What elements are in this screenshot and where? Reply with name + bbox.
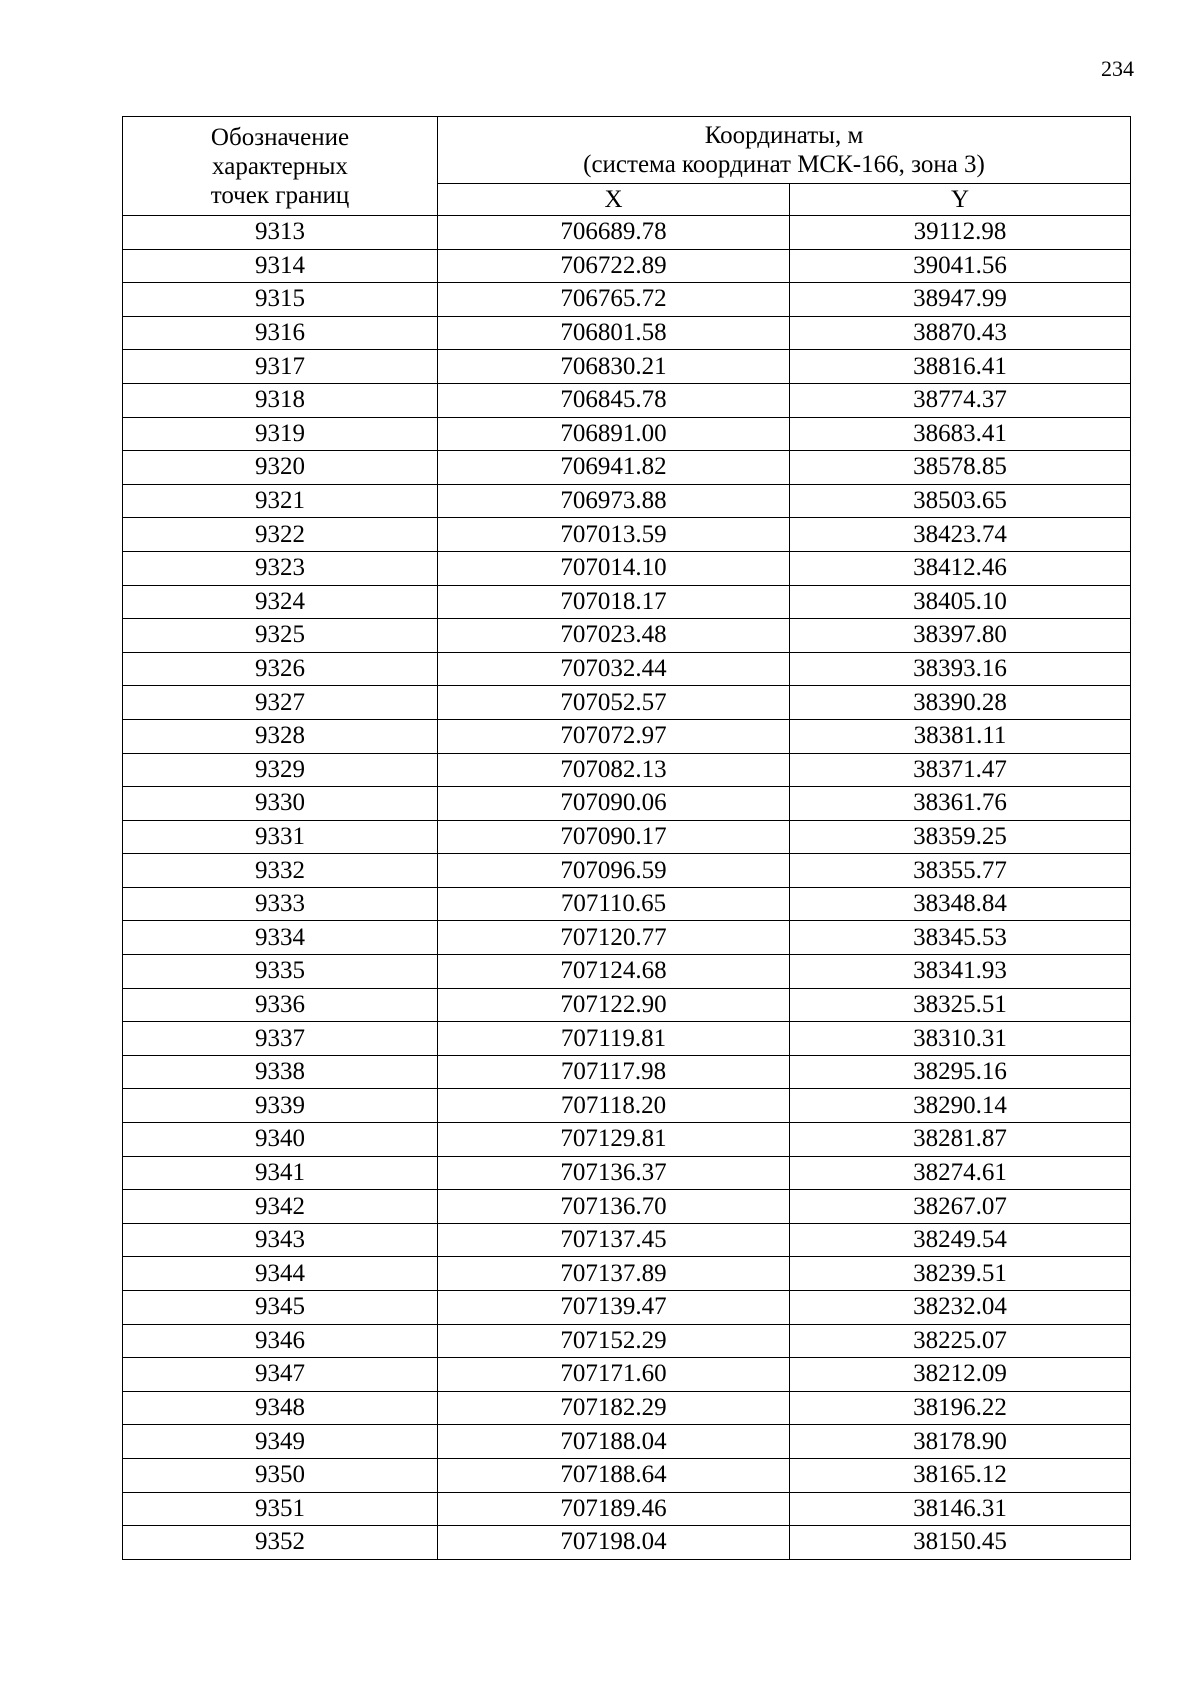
x-coordinate-cell: 707171.60 — [438, 1358, 790, 1392]
point-label-line: характерных — [212, 152, 348, 180]
x-coordinate-cell: 707152.29 — [438, 1324, 790, 1358]
table-row — [123, 316, 1131, 350]
point-id-cell: 9339 — [123, 1089, 438, 1123]
y-coordinate-cell: 38212.09 — [790, 1358, 1131, 1392]
x-coordinate-cell: 707120.77 — [438, 921, 790, 955]
table-row — [123, 719, 1131, 753]
y-coordinate-cell: 38345.53 — [790, 921, 1131, 955]
y-coordinate-cell: 39041.56 — [790, 249, 1131, 283]
x-coordinate-cell: 707052.57 — [438, 686, 790, 720]
point-id-cell: 9317 — [123, 350, 438, 384]
table-row — [123, 1391, 1131, 1425]
point-id-cell: 9329 — [123, 753, 438, 787]
table-row — [123, 1425, 1131, 1459]
x-coordinate-cell: 706891.00 — [438, 417, 790, 451]
y-coordinate-cell: 38267.07 — [790, 1190, 1131, 1224]
table-row — [123, 551, 1131, 585]
table-row — [123, 619, 1131, 653]
y-coordinate-cell: 38150.45 — [790, 1526, 1131, 1560]
point-id-cell: 9334 — [123, 921, 438, 955]
point-id-cell: 9343 — [123, 1223, 438, 1257]
table-row — [123, 249, 1131, 283]
point-id-cell: 9336 — [123, 988, 438, 1022]
x-coordinate-cell: 707090.06 — [438, 787, 790, 821]
y-coordinate-cell: 38281.87 — [790, 1123, 1131, 1157]
table-row — [123, 1257, 1131, 1291]
table-row — [123, 820, 1131, 854]
table-row — [123, 1291, 1131, 1325]
point-id-cell: 9326 — [123, 652, 438, 686]
coords-system: (система координат МСК-166, зона 3) — [583, 151, 985, 178]
x-coordinate-cell: 707082.13 — [438, 753, 790, 787]
x-coordinate-cell: 707136.37 — [438, 1156, 790, 1190]
y-coordinate-cell: 38393.16 — [790, 652, 1131, 686]
point-id-cell: 9345 — [123, 1291, 438, 1325]
table-row — [123, 921, 1131, 955]
table-row — [123, 1458, 1131, 1492]
y-coordinate-cell: 38165.12 — [790, 1458, 1131, 1492]
y-coordinate-cell: 38359.25 — [790, 820, 1131, 854]
x-coordinate-cell: 706973.88 — [438, 484, 790, 518]
x-coordinate-cell: 707139.47 — [438, 1291, 790, 1325]
point-id-cell: 9328 — [123, 719, 438, 753]
x-coordinate-cell: 707188.04 — [438, 1425, 790, 1459]
point-id-cell: 9350 — [123, 1458, 438, 1492]
column-y-header: Y — [790, 184, 1131, 216]
x-coordinate-cell: 706830.21 — [438, 350, 790, 384]
x-coordinate-cell: 707014.10 — [438, 551, 790, 585]
table-row — [123, 350, 1131, 384]
table-row — [123, 484, 1131, 518]
x-coordinate-cell: 707122.90 — [438, 988, 790, 1022]
x-coordinate-cell: 707188.64 — [438, 1458, 790, 1492]
table-row — [123, 1055, 1131, 1089]
y-coordinate-cell: 39112.98 — [790, 216, 1131, 250]
x-coordinate-cell: 707013.59 — [438, 518, 790, 552]
table-row — [123, 753, 1131, 787]
point-id-cell: 9314 — [123, 249, 438, 283]
y-coordinate-cell: 38348.84 — [790, 887, 1131, 921]
y-coordinate-cell: 38361.76 — [790, 787, 1131, 821]
point-id-cell: 9351 — [123, 1492, 438, 1526]
coords-title: Координаты, м — [704, 122, 864, 149]
point-id-cell: 9348 — [123, 1391, 438, 1425]
x-coordinate-cell: 707018.17 — [438, 585, 790, 619]
point-id-cell: 9332 — [123, 854, 438, 888]
y-coordinate-cell: 38325.51 — [790, 988, 1131, 1022]
y-coordinate-cell: 38423.74 — [790, 518, 1131, 552]
x-coordinate-cell: 707023.48 — [438, 619, 790, 653]
coordinates-table — [122, 116, 1131, 1560]
point-id-cell: 9325 — [123, 619, 438, 653]
table-header — [123, 117, 1131, 216]
x-coordinate-cell: 706722.89 — [438, 249, 790, 283]
y-coordinate-cell: 38232.04 — [790, 1291, 1131, 1325]
point-label-line: Обозначение — [210, 123, 350, 151]
point-id-cell: 9313 — [123, 216, 438, 250]
table-row — [123, 652, 1131, 686]
point-id-cell: 9327 — [123, 686, 438, 720]
y-coordinate-cell: 38503.65 — [790, 484, 1131, 518]
point-id-cell: 9338 — [123, 1055, 438, 1089]
table-row — [123, 1022, 1131, 1056]
y-coordinate-cell: 38196.22 — [790, 1391, 1131, 1425]
table-row — [123, 1123, 1131, 1157]
point-id-cell: 9321 — [123, 484, 438, 518]
x-coordinate-cell: 707117.98 — [438, 1055, 790, 1089]
y-coordinate-cell: 38310.31 — [790, 1022, 1131, 1056]
table-row — [123, 1492, 1131, 1526]
x-coordinate-cell: 707110.65 — [438, 887, 790, 921]
y-coordinate-cell: 38683.41 — [790, 417, 1131, 451]
point-id-cell: 9349 — [123, 1425, 438, 1459]
point-id-cell: 9344 — [123, 1257, 438, 1291]
point-id-cell: 9333 — [123, 887, 438, 921]
point-id-cell: 9318 — [123, 383, 438, 417]
x-coordinate-cell: 707072.97 — [438, 719, 790, 753]
point-id-cell: 9335 — [123, 955, 438, 989]
point-id-cell: 9352 — [123, 1526, 438, 1560]
y-coordinate-cell: 38341.93 — [790, 955, 1131, 989]
point-id-cell: 9341 — [123, 1156, 438, 1190]
x-coordinate-cell: 707137.89 — [438, 1257, 790, 1291]
x-coordinate-cell: 707182.29 — [438, 1391, 790, 1425]
x-coordinate-cell: 706765.72 — [438, 283, 790, 317]
x-coordinate-cell: 707124.68 — [438, 955, 790, 989]
table-row — [123, 585, 1131, 619]
point-id-cell: 9342 — [123, 1190, 438, 1224]
table-row — [123, 988, 1131, 1022]
y-coordinate-cell: 38397.80 — [790, 619, 1131, 653]
point-id-cell: 9347 — [123, 1358, 438, 1392]
x-coordinate-cell: 707198.04 — [438, 1526, 790, 1560]
y-coordinate-cell: 38816.41 — [790, 350, 1131, 384]
y-coordinate-cell: 38774.37 — [790, 383, 1131, 417]
column-x-header: X — [438, 184, 790, 216]
point-id-cell: 9316 — [123, 316, 438, 350]
y-coordinate-cell: 38355.77 — [790, 854, 1131, 888]
table-row — [123, 1223, 1131, 1257]
point-id-cell: 9330 — [123, 787, 438, 821]
point-id-cell: 9331 — [123, 820, 438, 854]
y-coordinate-cell: 38947.99 — [790, 283, 1131, 317]
y-coordinate-cell: 38412.46 — [790, 551, 1131, 585]
x-coordinate-cell: 707032.44 — [438, 652, 790, 686]
table-row — [123, 417, 1131, 451]
point-id-cell: 9340 — [123, 1123, 438, 1157]
header-row-top — [123, 117, 1131, 184]
table-row — [123, 854, 1131, 888]
point-id-cell: 9337 — [123, 1022, 438, 1056]
x-coordinate-cell: 707129.81 — [438, 1123, 790, 1157]
y-coordinate-cell: 38371.47 — [790, 753, 1131, 787]
x-coordinate-cell: 706845.78 — [438, 383, 790, 417]
y-coordinate-cell: 38381.11 — [790, 719, 1131, 753]
table-row — [123, 1190, 1131, 1224]
y-coordinate-cell: 38239.51 — [790, 1257, 1131, 1291]
point-id-cell: 9322 — [123, 518, 438, 552]
table-row — [123, 1358, 1131, 1392]
point-label-header — [123, 117, 438, 216]
y-coordinate-cell: 38274.61 — [790, 1156, 1131, 1190]
table-row — [123, 383, 1131, 417]
x-coordinate-cell: 707137.45 — [438, 1223, 790, 1257]
x-coordinate-cell: 707189.46 — [438, 1492, 790, 1526]
table-body — [123, 216, 1131, 1560]
y-coordinate-cell: 38578.85 — [790, 451, 1131, 485]
table-row — [123, 1156, 1131, 1190]
x-coordinate-cell: 707118.20 — [438, 1089, 790, 1123]
x-coordinate-cell: 707090.17 — [438, 820, 790, 854]
point-id-cell: 9346 — [123, 1324, 438, 1358]
x-coordinate-cell: 706801.58 — [438, 316, 790, 350]
y-coordinate-cell: 38405.10 — [790, 585, 1131, 619]
x-coordinate-cell: 706941.82 — [438, 451, 790, 485]
table-row — [123, 1089, 1131, 1123]
point-id-cell: 9324 — [123, 585, 438, 619]
point-id-cell: 9320 — [123, 451, 438, 485]
y-coordinate-cell: 38178.90 — [790, 1425, 1131, 1459]
point-id-cell: 9315 — [123, 283, 438, 317]
table-row — [123, 887, 1131, 921]
y-coordinate-cell: 38295.16 — [790, 1055, 1131, 1089]
table-row — [123, 1324, 1131, 1358]
point-id-cell: 9319 — [123, 417, 438, 451]
page-number: 234 — [1101, 56, 1134, 81]
table-row — [123, 1526, 1131, 1560]
x-coordinate-cell: 707119.81 — [438, 1022, 790, 1056]
y-coordinate-cell: 38290.14 — [790, 1089, 1131, 1123]
y-coordinate-cell: 38249.54 — [790, 1223, 1131, 1257]
point-id-cell: 9323 — [123, 551, 438, 585]
table-row — [123, 686, 1131, 720]
table-row — [123, 216, 1131, 250]
y-coordinate-cell: 38225.07 — [790, 1324, 1131, 1358]
x-coordinate-cell: 706689.78 — [438, 216, 790, 250]
table-row — [123, 283, 1131, 317]
y-coordinate-cell: 38870.43 — [790, 316, 1131, 350]
table-row — [123, 955, 1131, 989]
y-coordinate-cell: 38146.31 — [790, 1492, 1131, 1526]
x-coordinate-cell: 707136.70 — [438, 1190, 790, 1224]
table-row — [123, 451, 1131, 485]
table-row — [123, 787, 1131, 821]
table-row — [123, 518, 1131, 552]
coords-header — [438, 117, 1131, 184]
y-coordinate-cell: 38390.28 — [790, 686, 1131, 720]
x-coordinate-cell: 707096.59 — [438, 854, 790, 888]
point-label-line: точек границ — [210, 181, 350, 209]
